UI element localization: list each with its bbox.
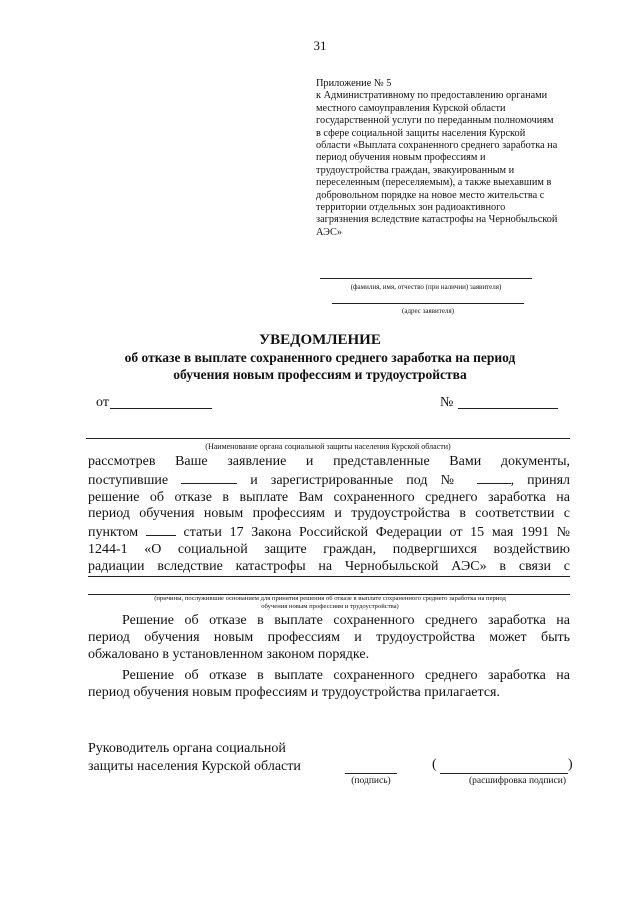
applicant-name-caption: (фамилия, имя, отчество (при наличии) заявителя) xyxy=(350,283,502,291)
appendix-line: АЭС» xyxy=(316,226,342,238)
appendix-line: переселенным (переселяемым), а также выехавшим в xyxy=(316,177,552,189)
body-line: решение об отказе в выплате Вам сохраненного среднего заработка на xyxy=(88,489,570,505)
body-text: и зарегистрированные под № xyxy=(250,472,464,488)
decode-line xyxy=(440,773,568,774)
organ-line xyxy=(86,438,570,439)
appendix-line: трудоустройства граждан, эвакуированным и xyxy=(316,164,515,176)
body-paragraph xyxy=(88,454,570,576)
registration-number-blank xyxy=(477,471,511,484)
number-blank xyxy=(458,408,558,409)
paren-open: ( xyxy=(432,757,437,772)
body-text: поступившие xyxy=(88,472,169,488)
reasons-caption-line: обучения новым профессиям и трудоустройства) xyxy=(261,603,399,610)
appendix-line: в сфере социальной защиты населения Курской xyxy=(316,127,526,139)
reasons-caption-line: (причины, послужившие основанием для принятия решения об отказе в выплате сохраненного среднего заработка на период xyxy=(154,595,506,602)
reasons-caption xyxy=(70,595,590,611)
body-line: период обучения новым профессиям и трудоустройства в соответствии с xyxy=(88,506,570,522)
appendix-line: государственной услуги по переданным полномочиям xyxy=(316,115,554,127)
receipt-date-blank xyxy=(181,471,237,484)
signature-line xyxy=(345,773,397,774)
number-label: № xyxy=(440,395,454,410)
appendix-line: области «Выплата сохраненного среднего заработка на xyxy=(316,140,558,152)
appendix-block xyxy=(316,78,606,239)
signatory-title xyxy=(88,740,301,776)
body-text: статьи 17 Закона Российской Федерации от 15 мая 1991 № xyxy=(183,525,571,541)
body-line xyxy=(88,471,570,490)
document-subtitle-line: обучения новым профессиям и трудоустройства xyxy=(173,367,467,382)
signatory-line: Руководитель органа социальной xyxy=(88,741,286,756)
appendix-line: Приложение № 5 xyxy=(316,78,392,89)
body-line: Решение об отказе в выплате сохраненного среднего заработка на xyxy=(122,668,570,683)
date-label: от xyxy=(96,395,109,410)
appeal-paragraph xyxy=(88,613,570,663)
body-line: 1244-1 «О социальной защите граждан, подвергшихся воздействию xyxy=(88,541,570,557)
date-blank xyxy=(110,408,212,409)
document-title: УВЕДОМЛЕНИЕ xyxy=(259,332,381,348)
appendix-line: территории отдельных зон радиоактивного xyxy=(316,202,506,214)
reasons-line xyxy=(88,576,570,577)
document-subtitle-line: об отказе в выплате сохраненного среднего заработка на период xyxy=(124,350,516,365)
appendix-line: период обучения новым профессиям и xyxy=(316,152,486,164)
decode-caption: (расшифровка подписи) xyxy=(469,776,566,786)
signatory-line: защиты населения Курской области xyxy=(88,759,301,774)
body-line: обжаловано в установленном законом порядке. xyxy=(88,646,370,662)
organ-caption: (Наименование органа социальной защиты населения Курской области) xyxy=(205,442,451,451)
appendix-line: местного самоуправления Курской области xyxy=(316,102,506,114)
body-text: пунктом xyxy=(88,525,139,541)
clause-blank xyxy=(146,523,176,536)
page-number: 31 xyxy=(313,38,327,53)
body-line: период обучения новым профессиям и трудоустройства может быть xyxy=(88,629,570,645)
applicant-address-caption: (адрес заявителя) xyxy=(402,307,454,315)
body-line xyxy=(88,523,570,542)
appendix-line: загрязнения вследствие катастрофы на Чернобыльской xyxy=(316,214,558,226)
body-line: период обучения новым профессиям и трудоустройства прилагается. xyxy=(88,684,500,700)
appendix-line: добровольном порядке на новое место жительства с xyxy=(316,189,545,201)
signature-caption: (подпись) xyxy=(351,776,391,786)
appendix-line: к Административному по предоставлению органами xyxy=(316,90,548,102)
attachment-paragraph xyxy=(88,668,570,702)
body-text: , принял xyxy=(510,472,571,488)
applicant-address-line xyxy=(332,303,524,304)
paren-close: ) xyxy=(568,757,573,772)
body-line: рассмотрев Ваше заявление и представленные Вами документы, xyxy=(88,454,570,469)
applicant-name-line xyxy=(320,278,532,279)
body-line: Решение об отказе в выплате сохраненного среднего заработка на xyxy=(122,613,570,628)
body-line: радиации вследствие катастрофы на Чернобыльской АЭС» в связи с xyxy=(88,558,570,574)
